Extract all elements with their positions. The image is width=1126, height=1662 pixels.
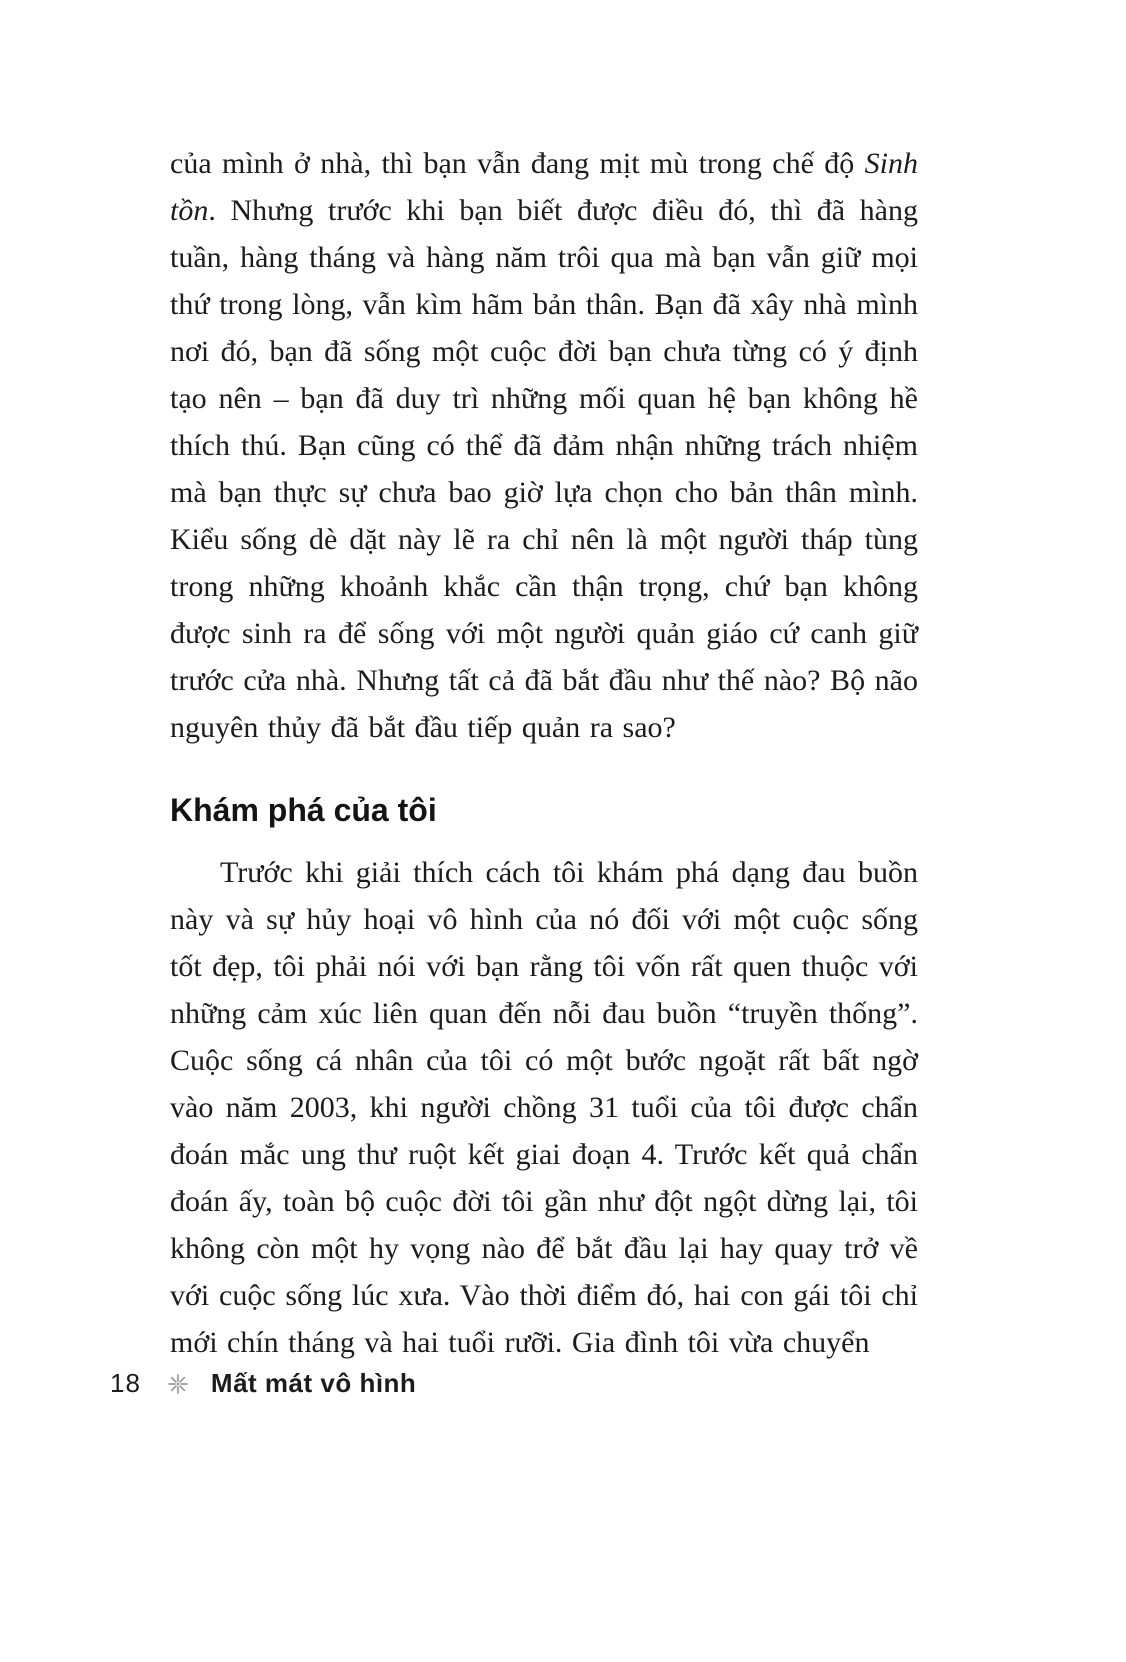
page-footer xyxy=(110,1368,416,1399)
page-number: 18 xyxy=(110,1368,141,1398)
paragraph-1-part-2: . Nhưng trước khi bạn biết được điều đó, thì đã hàng tuần, hàng tháng và hàng năm trôi qua mà bạn vẫn giữ mọi thứ trong lòng, vẫn kìm hãm bản thân. Bạn đã xây nhà mình nơi đó, bạn đã sống một cuộc đời bạn chưa từng có ý định tạo nên – bạn đã duy trì những mối quan hệ bạn không hề thích thú. Bạn cũng có thể đã đảm nhận những trách nhiệm mà bạn thực sự chưa bao giờ lựa chọn cho bản thân mình. Kiểu sống dè dặt này lẽ ra chỉ nên là một người tháp tùng trong những khoảnh khắc cần thận trọng, chứ bạn không được sinh ra để sống với một người quản giáo cứ canh giữ trước cửa nhà. Nhưng tất cả đã bắt đầu như thế nào? Bộ não nguyên thủy đã bắt đầu tiếp quản ra sao? xyxy=(170,194,918,744)
text-block xyxy=(170,140,918,1366)
body-paragraph-1 xyxy=(170,140,918,751)
body-paragraph-2: Trước khi giải thích cách tôi khám phá dạng đau buồn này và sự hủy hoại vô hình của nó đối với một cuộc sống tốt đẹp, tôi phải nói với bạn rằng tôi vốn rất quen thuộc với những cảm xúc liên quan đến nỗi đau buồn “truyền thống”. Cuộc sống cá nhân của tôi có một bước ngoặt rất bất ngờ vào năm 2003, khi người chồng 31 tuổi của tôi được chẩn đoán mắc ung thư ruột kết giai đoạn 4. Trước kết quả chẩn đoán ấy, toàn bộ cuộc đời tôi gần như đột ngột dừng lại, tôi không còn một hy vọng nào để bắt đầu lại hay quay trở về với cuộc sống lúc xưa. Vào thời điểm đó, hai con gái tôi chỉ mới chín tháng và hai tuổi rưỡi. Gia đình tôi vừa chuyển xyxy=(170,856,918,1359)
book-title-footer: Mất mát vô hình xyxy=(210,1368,417,1398)
flower-asterisk-icon xyxy=(167,1373,189,1395)
section-heading: Khám phá của tôi xyxy=(170,792,437,828)
paragraph-1-italic-term: Sinh tồn xyxy=(170,147,918,227)
paragraph-1-part-1: của mình ở nhà, thì bạn vẫn đang mịt mù trong chế độ xyxy=(170,147,865,180)
